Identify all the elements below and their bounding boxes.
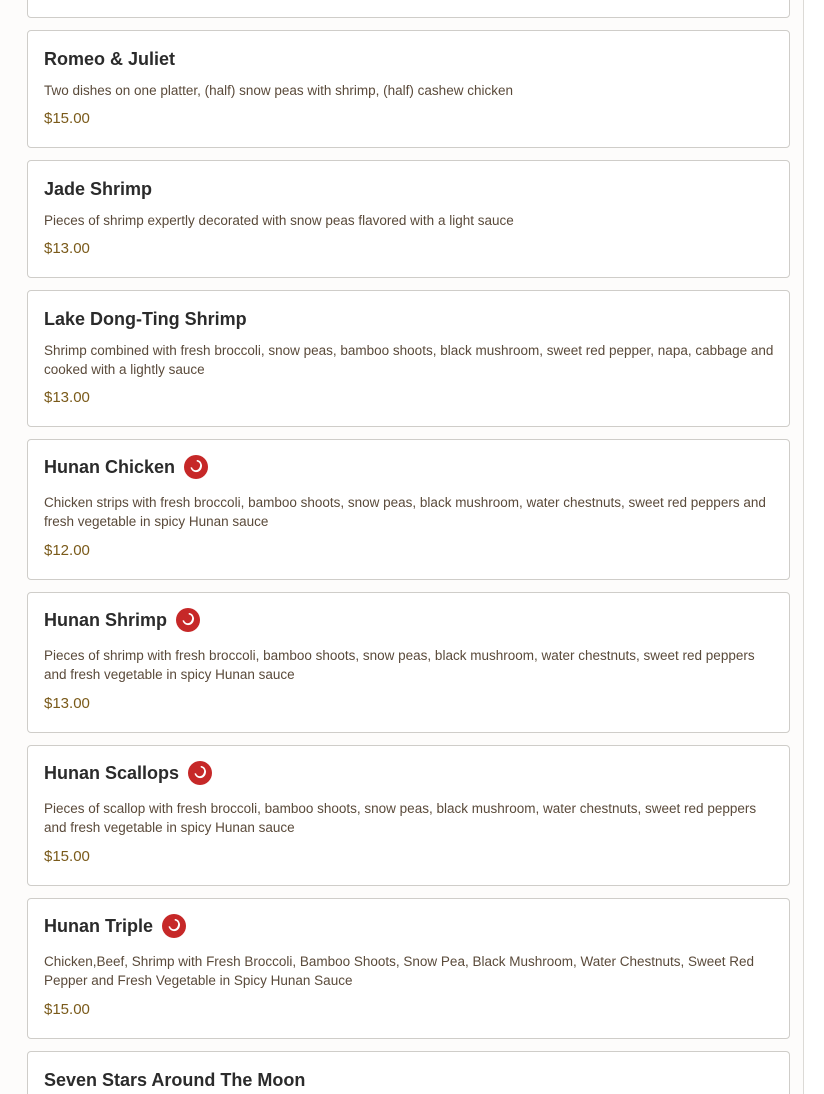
item-price: $15.00 [44, 1001, 90, 1018]
item-description: Chicken strips with fresh broccoli, bamboo shoots, snow peas, black mushroom, water chestnuts, sweet red peppers and fresh vegetable in spicy Hunan sauce [44, 495, 766, 529]
menu-item-card[interactable] [27, 745, 790, 886]
item-price: $12.00 [44, 542, 90, 559]
spicy-chili-icon [162, 914, 186, 938]
menu-item-card[interactable] [27, 290, 790, 427]
item-name: Hunan Scallops [44, 763, 180, 783]
menu-item-card[interactable] [27, 1051, 790, 1094]
item-name: Jade Shrimp [44, 179, 153, 199]
item-name: Hunan Triple [44, 916, 154, 936]
item-price: $13.00 [44, 240, 90, 257]
item-description: Pieces of scallop with fresh broccoli, bamboo shoots, snow peas, black mushroom, water chestnuts, sweet red peppers and fresh vegetable in spicy Hunan sauce [44, 801, 757, 835]
item-title [44, 1068, 305, 1092]
item-title [44, 307, 247, 331]
item-name: Lake Dong-Ting Shrimp [44, 309, 247, 329]
item-price: $15.00 [44, 110, 90, 127]
menu-item-card[interactable] [27, 160, 790, 278]
menu-item-card[interactable] [27, 898, 790, 1039]
item-description: Two dishes on one platter, (half) snow peas with shrimp, (half) cashew chicken [44, 83, 513, 98]
item-price: $13.00 [44, 389, 90, 406]
spicy-chili-icon [188, 761, 212, 785]
menu-item-card[interactable] [27, 439, 790, 580]
item-description: Pieces of shrimp expertly decorated with snow peas flavored with a light sauce [44, 213, 514, 228]
menu-item-card[interactable] [27, 592, 790, 733]
item-price: $15.00 [44, 848, 90, 865]
item-title [44, 914, 186, 938]
item-name: Hunan Chicken [44, 457, 176, 477]
spicy-chili-icon [176, 608, 200, 632]
item-title [44, 608, 200, 632]
item-name: Romeo & Juliet [44, 49, 176, 69]
item-description: Pieces of shrimp with fresh broccoli, bamboo shoots, snow peas, black mushroom, water chestnuts, sweet red peppers and fresh vegetable in spicy Hunan sauce [44, 648, 755, 682]
menu-item-card-partial[interactable] [27, 0, 790, 18]
item-price: $13.00 [44, 695, 90, 712]
spicy-chili-icon [184, 455, 208, 479]
item-title [44, 455, 208, 479]
item-name: Hunan Shrimp [44, 610, 168, 630]
item-name: Seven Stars Around The Moon [44, 1070, 306, 1090]
item-description: Shrimp combined with fresh broccoli, snow peas, bamboo shoots, black mushroom, sweet red pepper, napa, cabbage and cooked with a lightly sauce [44, 343, 774, 377]
item-title [44, 761, 212, 785]
item-title [44, 177, 152, 201]
item-title [44, 47, 175, 71]
item-description: Chicken,Beef, Shrimp with Fresh Broccoli, Bamboo Shoots, Snow Pea, Black Mushroom, Water Chestnuts, Sweet Red Pepper and Fresh Vegetable in Spicy Hunan Sauce [44, 954, 755, 988]
menu-item-card[interactable] [27, 30, 790, 148]
page-edge [803, 0, 824, 1094]
